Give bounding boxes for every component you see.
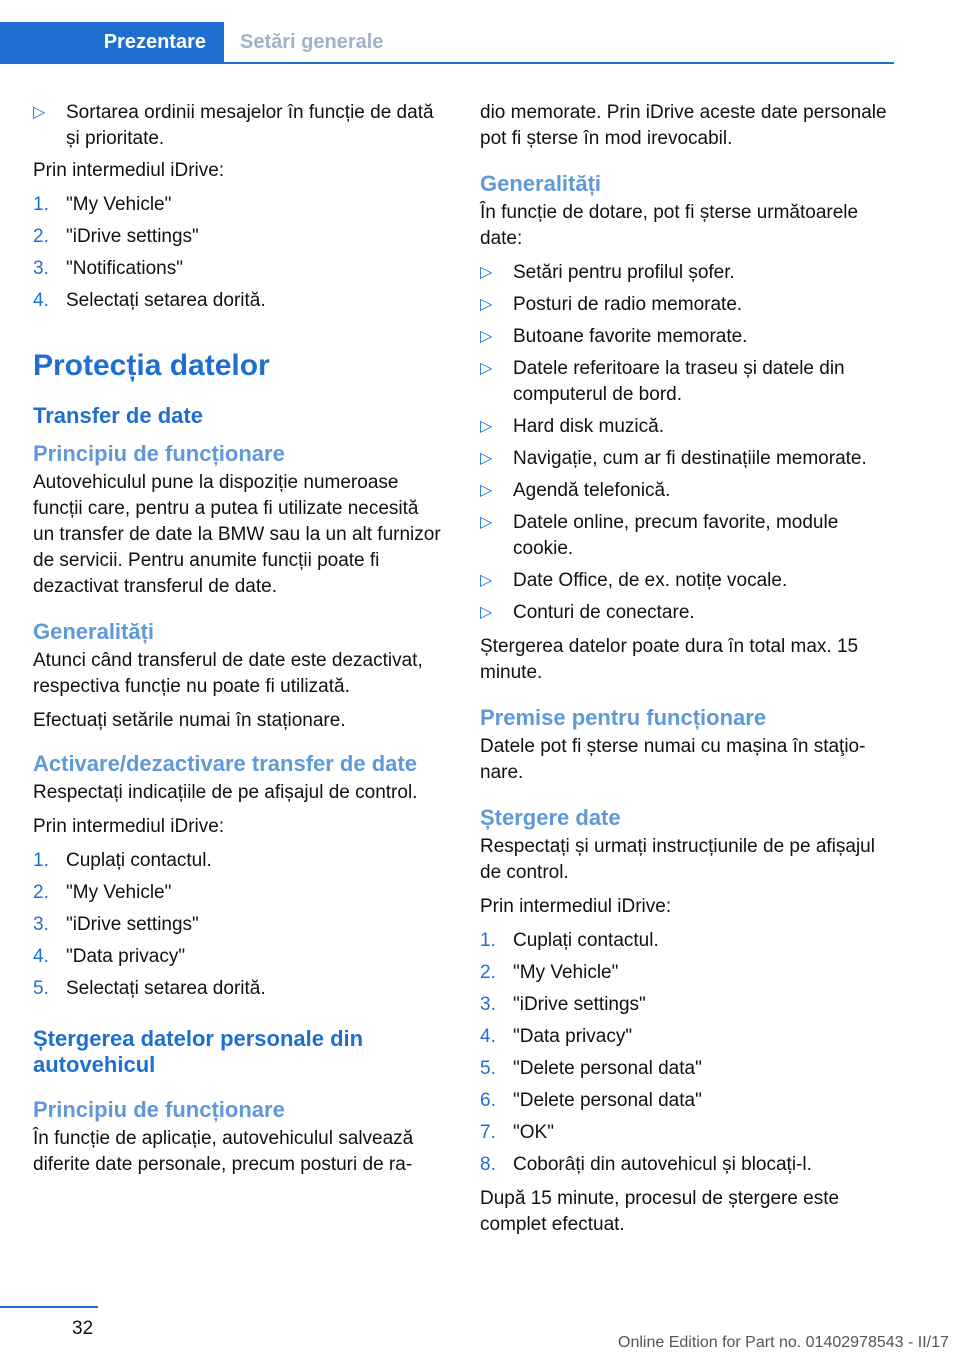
paragraph: Respectați indicațiile de pe afișajul de control. [33, 782, 418, 803]
step-text: "iDrive settings" [66, 914, 199, 935]
bullet-item [480, 260, 890, 286]
paragraph: Autovehiculul pune la dispoziție numeroase funcții care, pentru a putea fi utilizate necesită un transfer de date la BMW sau la un alt furnizor de servicii. Pentru anumite funcții poate fi dezactivat transferul de date. [33, 472, 441, 597]
step-text: Coborâți din autovehicul și blocați-l. [513, 1154, 812, 1175]
step-item [33, 976, 443, 1002]
subsection-title: Transfer de date [33, 403, 203, 428]
bullet-text: Butoane favorite memorate. [513, 326, 748, 347]
bullet-text: Agendă telefonică. [513, 480, 671, 501]
step-item [33, 192, 443, 218]
step-item [33, 848, 443, 874]
step-item [480, 1056, 890, 1082]
heading-stergere: Ștergere date [480, 805, 621, 830]
step-text: "iDrive settings" [513, 994, 646, 1015]
step-number: 6. [480, 1090, 496, 1111]
step-text: "Notifications" [66, 258, 183, 279]
bullet-item [480, 292, 890, 318]
bullet-item [480, 414, 890, 440]
triangle-bullet-icon: ▷ [480, 360, 493, 377]
step-number: 2. [480, 962, 496, 983]
step-text: "My Vehicle" [66, 882, 172, 903]
bullet-item [480, 510, 890, 562]
paragraph: După 15 minute, procesul de ștergere este complet efectuat. [480, 1188, 840, 1235]
step-number: 1. [33, 850, 49, 871]
step-number: 1. [33, 194, 49, 215]
triangle-bullet-icon: ▷ [480, 264, 493, 281]
step-text: Cuplați contactul. [66, 850, 212, 871]
paragraph: În funcție de aplicație, autovehiculul salvează diferite date personale, precum posturi de ra- [33, 1128, 414, 1175]
paragraph: Efectuați setările numai în staționare. [33, 710, 346, 731]
bullet-item [480, 568, 890, 594]
footer-edition: Online Edition for Part no. 01402978543 - II/17 [618, 1334, 949, 1351]
triangle-bullet-icon: ▷ [480, 572, 493, 589]
paragraph: Ștergerea datelor poate dura în total max. 15 minute. [480, 636, 859, 683]
paragraph: Prin intermediul iDrive: [33, 816, 225, 837]
step-number: 5. [480, 1058, 496, 1079]
steps-list [33, 848, 443, 1002]
step-item [480, 992, 890, 1018]
step-text: "iDrive settings" [66, 226, 199, 247]
heading-generalitati: Generalități [33, 619, 155, 644]
paragraph: Prin intermediul iDrive: [33, 160, 225, 181]
paragraph: Respectați și urmați instrucțiunile de pe afișajul de control. [480, 836, 875, 883]
bullet-text: Hard disk muzică. [513, 416, 664, 437]
step-item [480, 960, 890, 986]
step-item [480, 1120, 890, 1146]
bullet-item [480, 446, 890, 472]
triangle-bullet-icon: ▷ [480, 482, 493, 499]
triangle-bullet-icon: ▷ [480, 604, 493, 621]
step-number: 4. [480, 1026, 496, 1047]
bullet-text: Datele online, precum favorite, module cookie. [513, 512, 839, 559]
step-item [33, 224, 443, 250]
step-item [33, 256, 443, 282]
step-number: 5. [33, 978, 49, 999]
step-text: "OK" [513, 1122, 554, 1143]
step-text: "Delete personal data" [513, 1090, 702, 1111]
paragraph: Datele pot fi șterse numai cu mașina în staţionare. [480, 736, 866, 783]
step-item [33, 880, 443, 906]
steps-list [480, 928, 890, 1178]
page-number-divider [0, 1306, 98, 1308]
tab-prezentare[interactable]: Prezentare [0, 22, 224, 62]
heading-principiu: Principiu de funcționare [33, 441, 285, 466]
subsection-title: Ștergerea datelor personale din autovehicul [33, 1026, 364, 1077]
right-column [480, 100, 890, 1246]
heading-activare: Activare/dezactivare transfer de date [33, 751, 417, 776]
triangle-bullet-icon: ▷ [480, 328, 493, 345]
triangle-bullet-icon: ▷ [480, 514, 493, 531]
step-item [33, 944, 443, 970]
bullet-item [480, 324, 890, 350]
triangle-bullet-icon: ▷ [480, 418, 493, 435]
page-number: 32 [72, 1318, 94, 1339]
step-item [480, 928, 890, 954]
step-number: 8. [480, 1154, 496, 1175]
bullet-item [480, 356, 890, 408]
step-number: 2. [33, 882, 49, 903]
bullet-list [480, 260, 890, 626]
tab-setari-generale[interactable]: Setări generale [240, 31, 384, 53]
triangle-bullet-icon: ▷ [480, 450, 493, 467]
heading-principiu: Principiu de funcționare [33, 1097, 285, 1122]
step-item [480, 1024, 890, 1050]
bullet-text: Posturi de radio memorate. [513, 294, 743, 315]
step-item [480, 1088, 890, 1114]
step-number: 1. [480, 930, 496, 951]
header-tabs [0, 22, 894, 64]
bullet-text: Navigație, cum ar fi destinațiile memorate. [513, 448, 867, 469]
steps-list [33, 192, 443, 314]
bullet-text: Setări pentru profilul șofer. [513, 262, 735, 283]
section-title: Protecția datelor [33, 349, 270, 382]
paragraph: Atunci când transferul de date este dezactivat, respectiva funcție nu poate fi utilizată. [33, 650, 423, 697]
paragraph: dio memorate. Prin iDrive aceste date personale pot fi șterse în mod irevocabil. [480, 102, 887, 149]
step-text: "Data privacy" [66, 946, 186, 967]
heading-premise: Premise pentru funcționare [480, 705, 767, 730]
left-column [33, 100, 443, 1186]
bullet-item [480, 478, 890, 504]
step-number: 4. [33, 290, 49, 311]
step-item [480, 1152, 890, 1178]
triangle-bullet-icon: ▷ [480, 296, 493, 313]
step-text: "My Vehicle" [513, 962, 619, 983]
step-item [33, 912, 443, 938]
step-number: 3. [480, 994, 496, 1015]
triangle-bullet-icon: ▷ [33, 104, 46, 121]
step-text: "My Vehicle" [66, 194, 172, 215]
heading-generalitati: Generalități [480, 171, 602, 196]
bullet-text: Conturi de conectare. [513, 602, 695, 623]
step-text: Cuplați contactul. [513, 930, 659, 951]
step-text: "Delete personal data" [513, 1058, 702, 1079]
step-number: 3. [33, 258, 49, 279]
step-number: 3. [33, 914, 49, 935]
bullet-text: Datele referitoare la traseu și datele din computerul de bord. [513, 358, 845, 405]
step-item [33, 288, 443, 314]
paragraph: Prin intermediul iDrive: [480, 896, 672, 917]
step-number: 4. [33, 946, 49, 967]
step-text: Selectați setarea dorită. [66, 978, 266, 999]
step-text: Selectați setarea dorită. [66, 290, 266, 311]
paragraph: În funcție de dotare, pot fi șterse următoarele date: [480, 202, 859, 249]
step-number: 7. [480, 1122, 496, 1143]
bullet-item [33, 100, 443, 152]
bullet-item [480, 600, 890, 626]
step-number: 2. [33, 226, 49, 247]
bullet-text: Sortarea ordinii mesajelor în funcție de dată și prioritate. [66, 102, 434, 149]
step-text: "Data privacy" [513, 1026, 633, 1047]
bullet-text: Date Office, de ex. notițe vocale. [513, 570, 788, 591]
